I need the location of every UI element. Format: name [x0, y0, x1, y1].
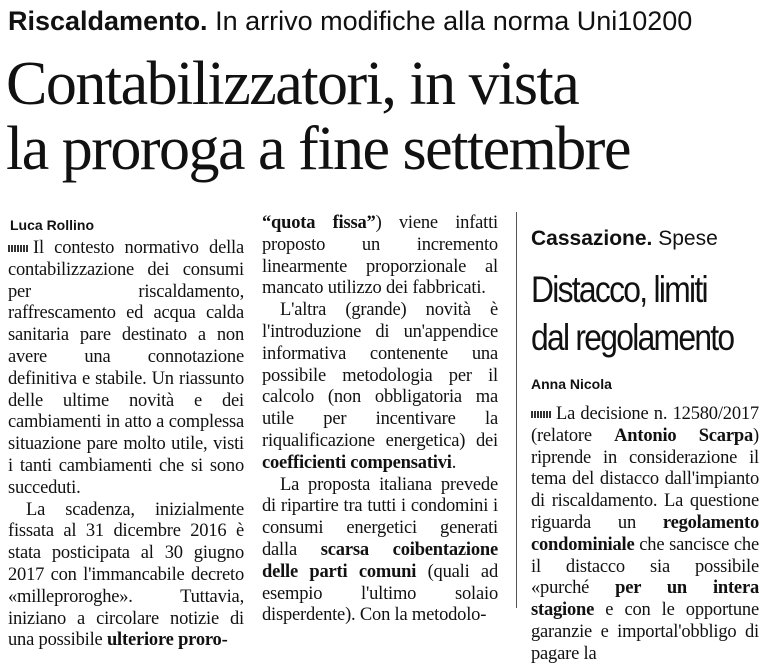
- main-paragraph-1: Il contesto normativo della contabilizzazione dei consumi per riscaldamento, raffrescamento ed acqua calda sanitaria pare destinato a non avere una connotazione definitiva e stabile. Un riassunto delle ultime novità e dei cambiamenti in atto a complessa situazione pare molto utile, visti i tanti cambiamenti che si sono succeduti.: [8, 238, 244, 498]
- side-article-column: [531, 404, 759, 666]
- main-paragraph-5: La proposta italiana prevede di ripartire tra tutti i condomini i consumi energetici generati dalla scarsa coibentazione delle parti comuni (quali ad esempio l'ultimo solaio disperdente). Con la metodolo-: [262, 474, 498, 626]
- side-kicker-subject: Spese: [658, 227, 718, 250]
- headline-line-1: Contabilizzatori, in vista: [6, 50, 579, 118]
- column-divider: [516, 212, 517, 608]
- main-paragraph-3: “quota fissa”) viene infatti proposto un incremento linearmente proporzionale al mancato utilizzo dei fabbricati.: [262, 213, 498, 299]
- main-paragraph-4: L'altra (grande) novità è l'introduzione di un'appendice informativa contenente una possibile metodologia per il calcolo (non obbligatoria ma utile per incentivare la riqualificazione energetica) dei coefficienti compensativi.: [262, 300, 498, 473]
- main-headline: [6, 52, 761, 182]
- side-headline-line-1: Distacco, limiti: [531, 269, 707, 310]
- main-article-column-1: [8, 238, 244, 652]
- side-kicker: [531, 226, 718, 252]
- paragraph-marker-icon: [531, 411, 552, 418]
- paragraph-marker-icon: [8, 245, 29, 252]
- side-byline: Anna Nicola: [531, 376, 612, 392]
- main-article-column-2: [262, 213, 498, 627]
- main-paragraph-2: La scadenza, inizialmente fissata al 31 dicembre 2016 è stata posticipata al 30 giugno 2017 con l'immancabile decreto «milleproroghe». Tuttavia, iniziano a circolare notizie di una possibile ulteriore proro-: [8, 499, 244, 651]
- headline-line-2: la proroga a fine settembre: [6, 115, 630, 183]
- side-paragraph-1: La decisione n. 12580/2017 (relatore Antonio Scarpa) riprende in considerazione il tema del distacco dall'impianto di riscaldamento. La questione riguarda un regolamento condominiale che sancisce che il distacco sia possibile «purché per un intera stagione e con le opportune garanzie e importal'obbligo di pagare la: [531, 404, 760, 664]
- side-headline: [531, 266, 734, 362]
- kicker-subject: In arrivo modifiche alla norma Uni10200: [215, 6, 693, 36]
- kicker-section: Riscaldamento.: [8, 6, 208, 36]
- article-kicker: [8, 4, 692, 38]
- side-kicker-section: Cassazione.: [531, 227, 653, 250]
- side-headline-line-2: dal regolamento: [531, 317, 734, 358]
- main-byline: Luca Rollino: [10, 217, 94, 233]
